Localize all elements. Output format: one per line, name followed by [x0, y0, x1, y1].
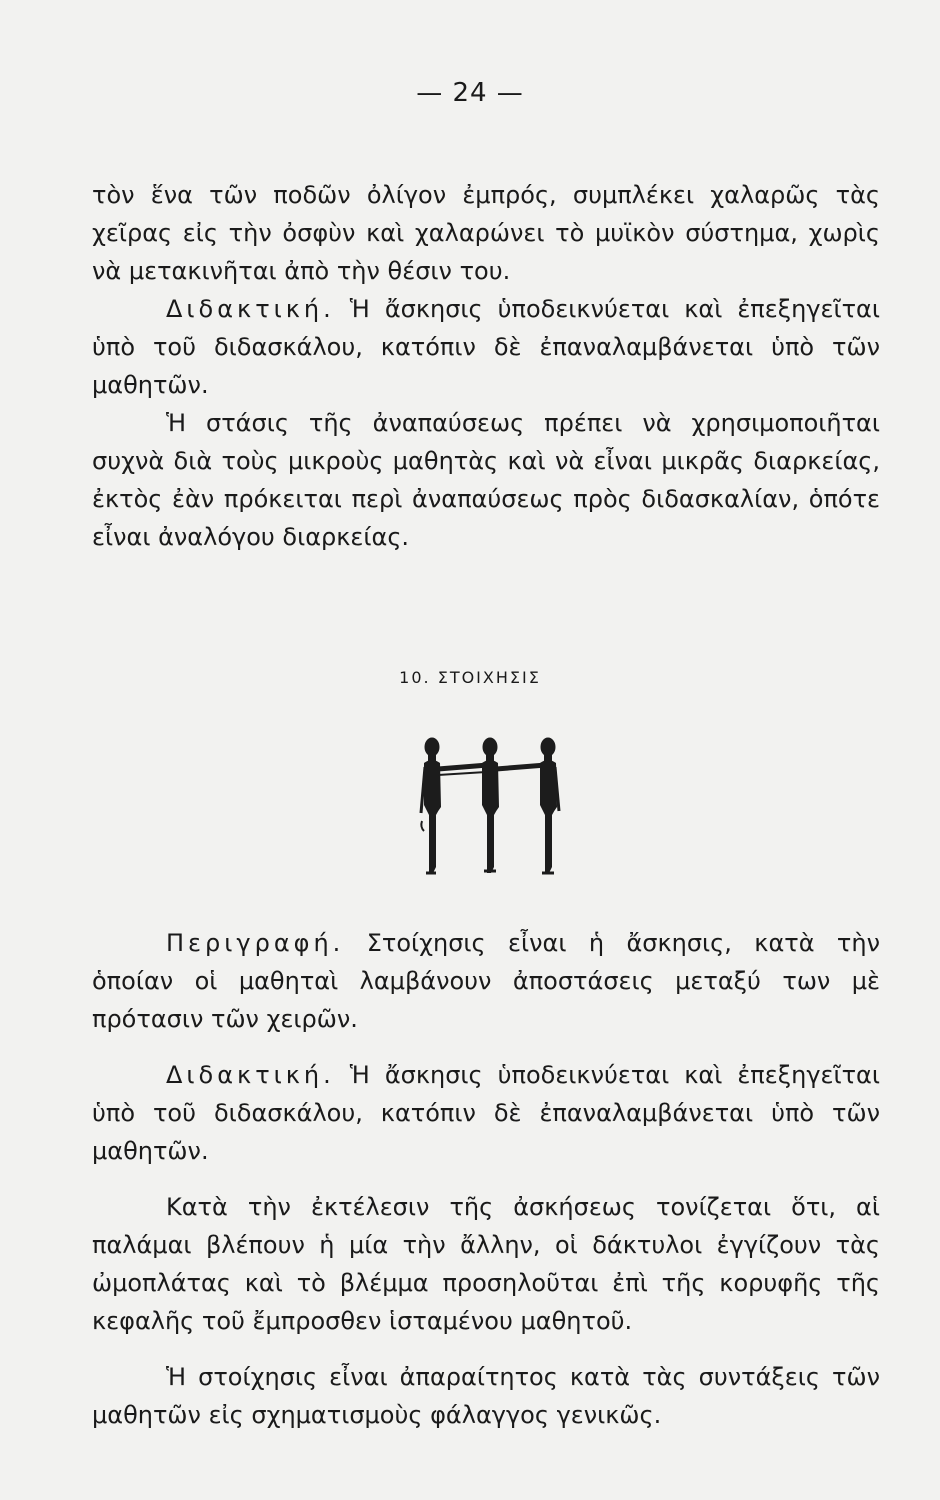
paragraph-didactic-2	[92, 1056, 880, 1170]
didactic-label: Διδακτική.	[166, 295, 335, 323]
didactic-label-2: Διδακτική.	[166, 1061, 335, 1089]
paragraph-rest-stance: Ἡ στάσις τῆς ἀναπαύσεως πρέπει νὰ χρησιμοποιῆται συχνὰ διὰ τοὺς μικροὺς μαθητὰς καὶ νὰ εἶναι μικρᾶς διαρκείας, ἐκτὸς ἐὰν πρόκειται περὶ ἀναπαύσεως πρὸς διδασκαλίαν, ὁπότε εἶναι ἀναλόγου διαρκείας.	[92, 409, 880, 551]
three-figures-alignment-icon	[410, 735, 570, 885]
paragraph-continuation: τὸν ἕνα τῶν ποδῶν ὀλίγον ἐμπρός, συμπλέκει χαλαρῶς τὰς χεῖρας εἰς τὴν ὀσφὺν καὶ χαλαρώνει τὸ μυϊκὸν σύστημα, χωρὶς νὰ μετακινῆται ἀπὸ τὴν θέσιν του.	[92, 181, 880, 285]
paragraph-execution: Κατὰ τὴν ἐκτέλεσιν τῆς ἀσκήσεως τονίζεται ὅτι, αἱ παλάμαι βλέπουν ἡ μία τὴν ἄλλην, οἱ δάκτυλοι ἐγγίζουν τὰς ὠμοπλάτας καὶ τὸ βλέμμα προσηλοῦται ἐπὶ τῆς κορυφῆς τῆς κεφαλῆς τοῦ ἔμπροσθεν ἱσταμένου μαθητοῦ.	[92, 1193, 880, 1335]
didactic-text: Ἡ ἄσκησις ὑποδεικνύεται καὶ ἐπεξηγεῖται ὑπὸ τοῦ διδασκάλου, κατόπιν δὲ ἐπαναλαμβάνεται ὑπὸ τῶν μαθητῶν.	[92, 295, 880, 399]
description-text: Στοίχησις εἶναι ἡ ἄσκησις, κατὰ τὴν ὁποίαν οἱ μαθηταὶ λαμβάνουν ἀποστάσεις μεταξύ των μὲ πρότασιν τῶν χειρῶν.	[92, 929, 880, 1033]
text-block-top	[92, 176, 880, 556]
paragraph-didactic	[92, 290, 880, 404]
figure-middle	[482, 738, 499, 873]
paragraph-description	[92, 924, 880, 1038]
section-title: 10. ΣΤΟΙΧΗΣΙΣ	[399, 668, 541, 687]
figure-right	[540, 738, 559, 873]
text-block-bottom	[92, 924, 880, 1434]
description-label: Περιγραφή.	[166, 929, 345, 957]
didactic-text-2: Ἡ ἄσκησις ὑποδεικνύεται καὶ ἐπεξηγεῖται ὑπὸ τοῦ διδασκάλου, κατόπιν δὲ ἐπαναλαμβάνεται ὑπὸ τῶν μαθητῶν.	[92, 1061, 880, 1165]
figure-left	[421, 738, 441, 873]
page-number: — 24 —	[416, 78, 524, 108]
paragraph-necessity: Ἡ στοίχησις εἶναι ἀπαραίτητος κατὰ τὰς συντάξεις τῶν μαθητῶν εἰς σχηματισμοὺς φάλαγγος γενικῶς.	[92, 1363, 880, 1429]
